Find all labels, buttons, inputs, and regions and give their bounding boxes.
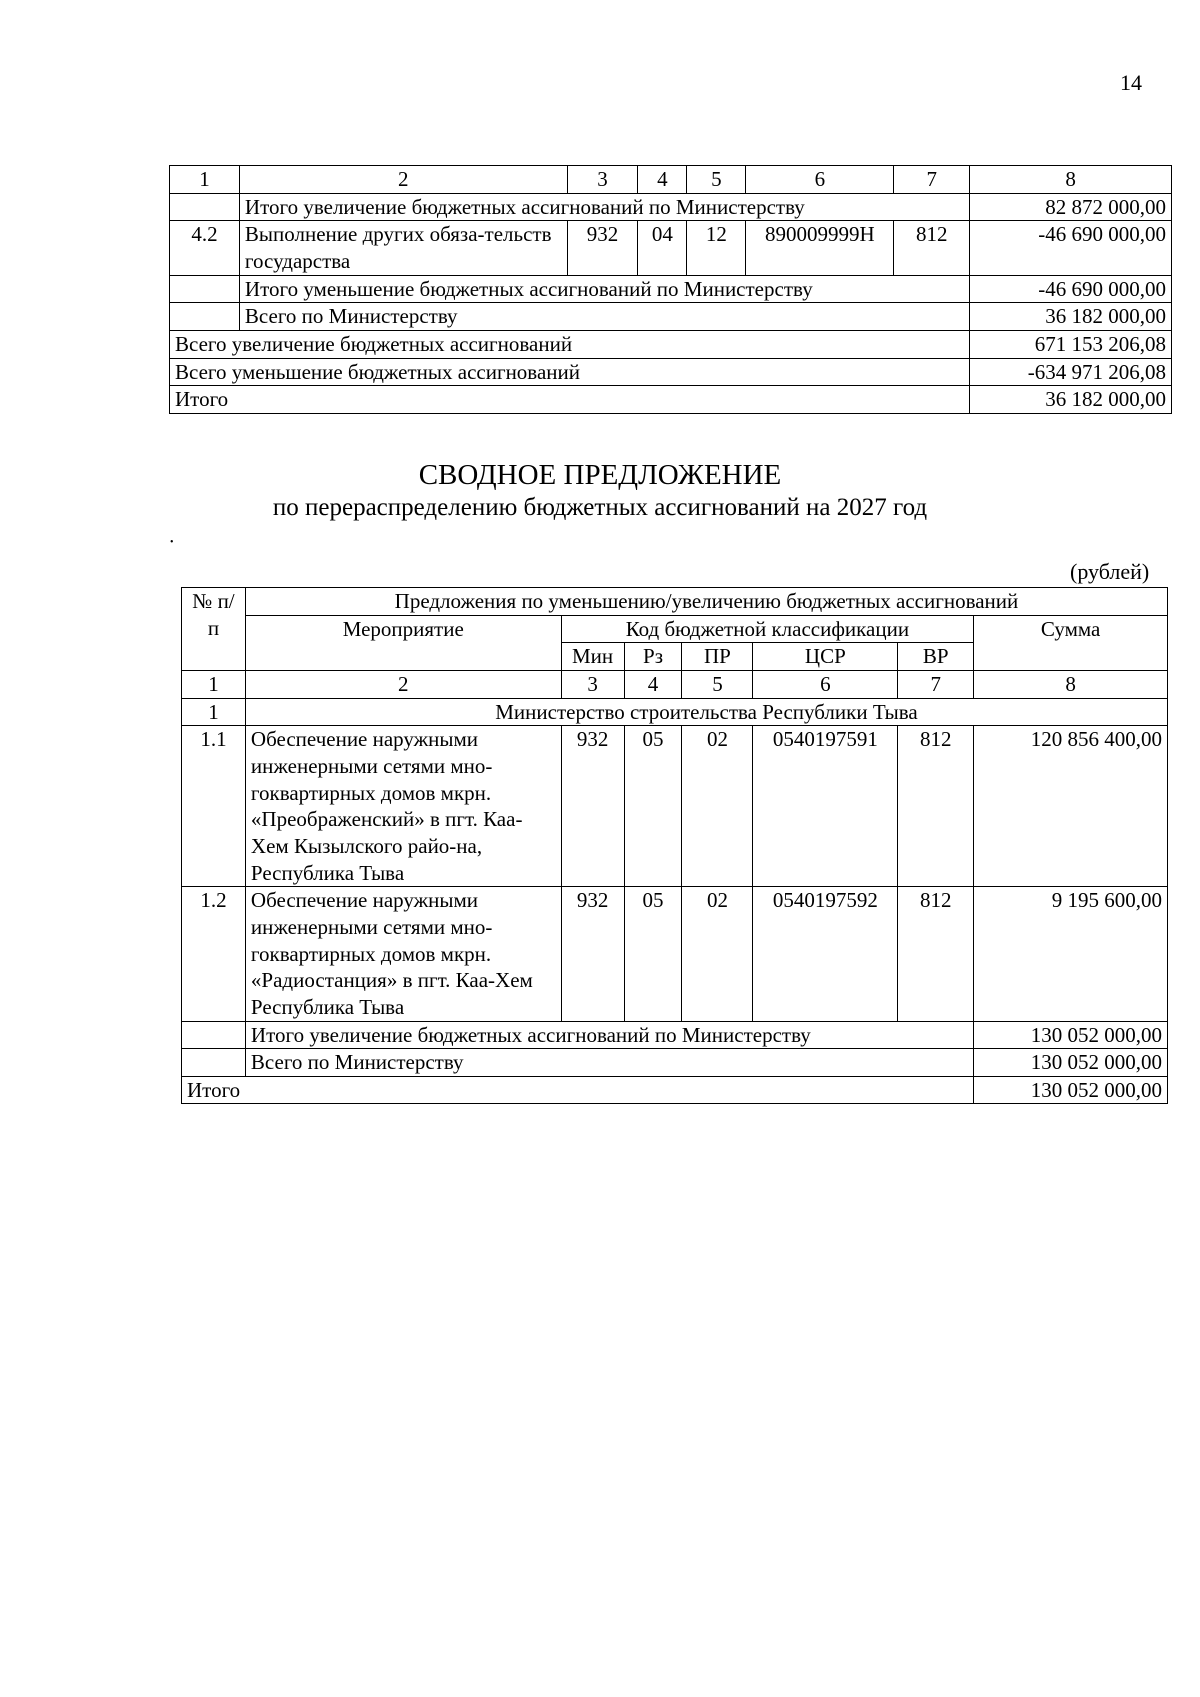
scan-dot: •	[170, 537, 174, 548]
total-ministry-label: Всего по Министерству	[245, 1049, 973, 1077]
column-number-row	[182, 670, 1168, 698]
total-sum: 130 052 000,00	[974, 1076, 1168, 1104]
row-number: 1.2	[182, 887, 246, 1021]
col-rz-header: Рз	[624, 643, 682, 671]
row-name: Обеспечение наружными инженерными сетями мно-гоквартирных домов мкрн. «Радиостанция» в пгт. Каа-Хем Республика Тыва	[245, 887, 561, 1021]
section-number: 1	[182, 698, 246, 726]
column-number: 8	[974, 670, 1168, 698]
row-number: 1.1	[182, 726, 246, 887]
row-rz: 05	[624, 726, 682, 887]
table-row	[170, 193, 1172, 221]
column-number: 3	[561, 670, 624, 698]
total-increase-ministry-sum: 130 052 000,00	[974, 1021, 1168, 1049]
col-min-header: Мин	[561, 643, 624, 671]
header-cell: 7	[894, 166, 970, 194]
row-min: 932	[567, 221, 638, 275]
row-number: 4.2	[170, 221, 240, 275]
table-row	[182, 887, 1168, 1021]
row-vr: 812	[898, 887, 974, 1021]
total-decrease-ministry-sum: -46 690 000,00	[970, 275, 1172, 303]
document-subtitle: по перераспределению бюджетных ассигнований на 2027 год	[272, 494, 928, 521]
col-event-header: Мероприятие	[245, 615, 561, 670]
budget-table-continued	[169, 165, 1172, 414]
column-number: 2	[245, 670, 561, 698]
row-sum: -46 690 000,00	[970, 221, 1172, 275]
row-name: Выполнение других обяза-тельств государства	[239, 221, 567, 275]
header-cell: 3	[567, 166, 638, 194]
table-row	[182, 726, 1168, 887]
table-row	[170, 330, 1172, 358]
total-increase-ministry-label: Итого увеличение бюджетных ассигнований по Министерству	[239, 193, 969, 221]
col-vr-header: ВР	[898, 643, 974, 671]
table-row	[170, 275, 1172, 303]
total-ministry-label: Всего по Министерству	[239, 303, 969, 331]
header-cell: 4	[638, 166, 687, 194]
row-sum: 120 856 400,00	[974, 726, 1168, 887]
col-csr-header: ЦСР	[753, 643, 898, 671]
total-decrease-sum: -634 971 206,08	[970, 358, 1172, 386]
row-name: Обеспечение наружными инженерными сетями мно-гоквартирных домов мкрн. «Преображенский» в пгт. Каа-Хем Кызылского райо-на, Республика Тыва	[245, 726, 561, 887]
col-sum-header: Сумма	[974, 615, 1168, 670]
row-csr: 0540197592	[753, 887, 898, 1021]
total-increase-ministry-sum: 82 872 000,00	[970, 193, 1172, 221]
header-cell: 8	[970, 166, 1172, 194]
row-rz: 05	[624, 887, 682, 1021]
table-row	[170, 303, 1172, 331]
total-label: Итого	[170, 386, 970, 414]
column-number: 4	[624, 670, 682, 698]
page-number: 14	[1120, 70, 1142, 95]
col-proposals-header: Предложения по уменьшению/увеличению бюджетных ассигнований	[245, 588, 1167, 616]
total-increase-ministry-label: Итого увеличение бюджетных ассигнований по Министерству	[245, 1021, 973, 1049]
table-header-row	[170, 166, 1172, 194]
total-sum: 36 182 000,00	[970, 386, 1172, 414]
col-code-header: Код бюджетной классификации	[561, 615, 974, 643]
column-number: 7	[898, 670, 974, 698]
column-number: 6	[753, 670, 898, 698]
total-decrease-ministry-label: Итого уменьшение бюджетных ассигнований по Министерству	[239, 275, 969, 303]
total-ministry-sum: 36 182 000,00	[970, 303, 1172, 331]
total-ministry-sum: 130 052 000,00	[974, 1049, 1168, 1077]
document-title: СВОДНОЕ ПРЕДЛОЖЕНИЕ	[418, 459, 782, 491]
table-row	[170, 386, 1172, 414]
table-row	[170, 221, 1172, 275]
currency-unit: (рублей)	[1070, 559, 1150, 584]
header-cell: 1	[170, 166, 240, 194]
total-increase-label: Всего увеличение бюджетных ассигнований	[170, 330, 970, 358]
header-cell: 6	[746, 166, 894, 194]
table-row	[182, 1076, 1168, 1104]
row-sum: 9 195 600,00	[974, 887, 1168, 1021]
total-label: Итого	[182, 1076, 974, 1104]
section-name: Министерство строительства Республики Тыва	[245, 698, 1167, 726]
budget-table-2027	[181, 587, 1168, 1104]
row-csr: 0540197591	[753, 726, 898, 887]
section-row	[182, 698, 1168, 726]
row-rz: 04	[638, 221, 687, 275]
table-header-row	[182, 615, 1168, 643]
row-vr: 812	[898, 726, 974, 887]
row-pr: 02	[682, 887, 753, 1021]
header-cell: 2	[239, 166, 567, 194]
row-csr: 890009999Н	[746, 221, 894, 275]
column-number: 1	[182, 670, 246, 698]
row-min: 932	[561, 887, 624, 1021]
table-row	[182, 1021, 1168, 1049]
row-pr: 12	[687, 221, 746, 275]
total-increase-sum: 671 153 206,08	[970, 330, 1172, 358]
table-header-row	[182, 588, 1168, 616]
row-min: 932	[561, 726, 624, 887]
column-number: 5	[682, 670, 753, 698]
row-vr: 812	[894, 221, 970, 275]
table-row	[170, 358, 1172, 386]
row-pr: 02	[682, 726, 753, 887]
total-decrease-label: Всего уменьшение бюджетных ассигнований	[170, 358, 970, 386]
col-num-header: № п/п	[182, 588, 246, 671]
col-pr-header: ПР	[682, 643, 753, 671]
header-cell: 5	[687, 166, 746, 194]
table-row	[182, 1049, 1168, 1077]
